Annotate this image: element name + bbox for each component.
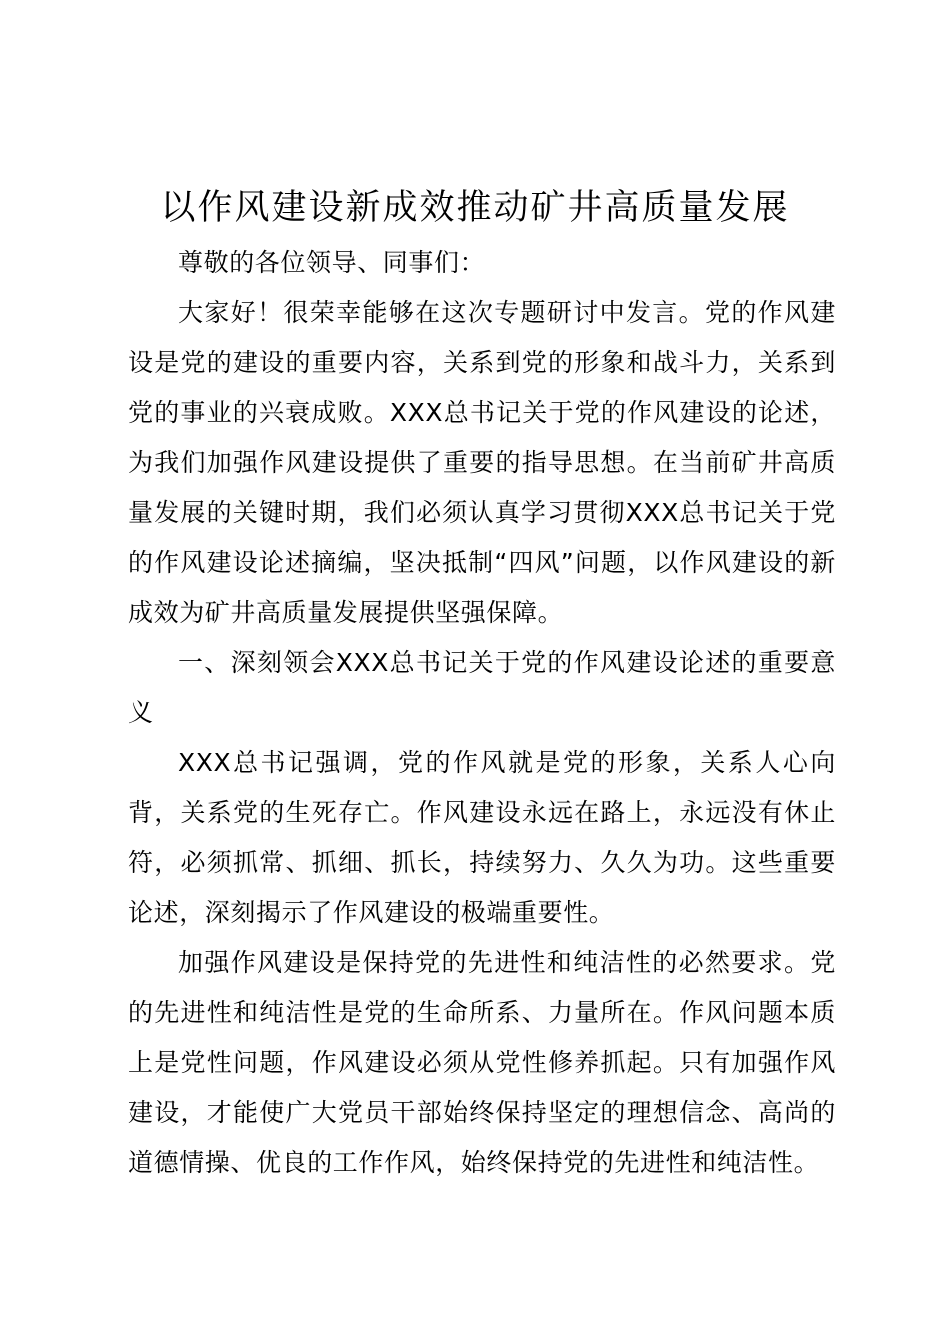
paragraph-purity: 加强作风建设是保持党的先进性和纯洁性的必然要求。党的先进性和纯洁性是党的生命所系、力量所在。作风问题本质上是党性问题，作风建设必须从党性修养抓起。只有加强作风建设，才能使广大党员干部始终保持坚定的理想信念、高尚的道德情操、优良的工作作风，始终保持党的先进性和纯洁性。 [128, 948, 836, 1177]
document-title: 以作风建设新成效推动矿井高质量发展 [160, 188, 790, 228]
paragraph-importance: XXX总书记强调，党的作风就是党的形象，关系人心向背，关系党的生死存亡。作风建设永远在路上，永远没有休止符，必须抓常、抓细、抓长，持续努力、久久为功。这些重要论述，深刻揭示了作风建设的极端重要性。 [128, 748, 836, 927]
salutation: 尊敬的各位领导、同事们： [178, 248, 486, 277]
paragraph-opening: 大家好！很荣幸能够在这次专题研讨中发言。党的作风建设是党的建设的重要内容，关系到党的形象和战斗力，关系到党的事业的兴衰成败。XXX总书记关于党的作风建设的论述，为我们加强作风建设提供了重要的指导思想。在当前矿井高质量发展的关键时期，我们必须认真学习贯彻XXX总书记关于党的作风建设论述摘编，坚决抵制“四风”问题，以作风建设的新成效为矿井高质量发展提供坚强保障。 [128, 298, 836, 627]
document-body [128, 238, 836, 1188]
section-heading-1: 一、深刻领会XXX总书记关于党的作风建设论述的重要意义 [128, 648, 836, 727]
